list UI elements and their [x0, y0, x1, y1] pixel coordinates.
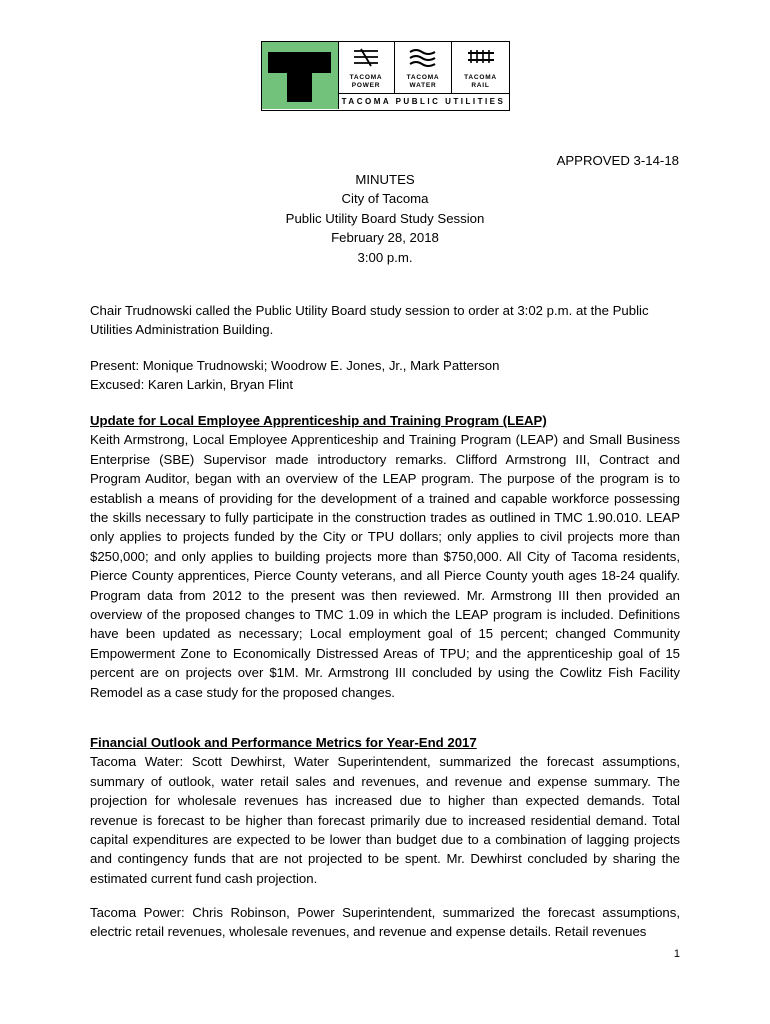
- logo-rail-line2: RAIL: [471, 82, 490, 89]
- section-leap: [90, 411, 680, 702]
- excused-line: Excused: Karen Larkin, Bryan Flint: [90, 377, 294, 393]
- power-lines-icon: [351, 48, 381, 70]
- intro-paragraph: Chair Trudnowski called the Public Utility Board study session to order at 3:02 p.m. at the Public Utilities Administration Building.: [90, 303, 649, 338]
- t-letter-icon: [262, 42, 337, 109]
- section-heading-financial: Financial Outlook and Performance Metrics for Year-End 2017: [90, 735, 477, 750]
- minutes-header: [0, 170, 770, 267]
- logo-bottom-text: TACOMA PUBLIC UTILITIES: [338, 93, 509, 110]
- present-line: Present: Monique Trudnowski; Woodrow E. Jones, Jr., Mark Patterson: [90, 358, 500, 373]
- logo-cell-water: [395, 42, 452, 93]
- logo-cell-power: [338, 42, 395, 93]
- rail-tracks-icon: [466, 48, 496, 70]
- logo-t-mark: [262, 42, 339, 109]
- header-time: 3:00 p.m.: [357, 249, 413, 265]
- attendance: [90, 356, 680, 395]
- header-board: Public Utility Board Study Session: [285, 210, 485, 226]
- section-body-water: Tacoma Water: Scott Dewhirst, Water Superintendent, summarized the forecast assumptions, summary of outlook, water retail sales and revenues, and revenue and expense summary. The projection for wholesale revenues has increased due to higher than expected demands. Total revenue is forecast to be higher than forecast primarily due to increased residential demand. Total capital expenditures are expected to be lower than budget due to a combination of lagging projects and contingency funds that are not projected to be spent. Mr. Dewhirst concluded by sharing the estimated current fund cash projection.: [90, 754, 680, 886]
- header-title: MINUTES: [355, 172, 415, 187]
- logo-power-line2: POWER: [351, 82, 381, 89]
- paragraph-power: Tacoma Power: Chris Robinson, Power Superintendent, summarized the forecast assumptions, electric retail revenues, wholesale revenues, and revenue and expense details. Retail revenues: [90, 905, 680, 940]
- section-heading-leap: Update for Local Employee Apprenticeship and Training Program (LEAP): [90, 413, 547, 428]
- header-date: February 28, 2018: [331, 230, 439, 246]
- logo-power-line1: TACOMA: [349, 74, 383, 81]
- tacoma-public-utilities-logo: [261, 41, 510, 111]
- section-financial: [90, 733, 680, 888]
- logo-cell-rail: [452, 42, 509, 93]
- page-number: 1: [673, 948, 680, 960]
- section-body-leap: Keith Armstrong, Local Employee Apprenticeship and Training Program (LEAP) and Small Business Enterprise (SBE) Supervisor made introductory remarks. Clifford Armstrong III, Contract and Program Auditor, began with an overview of the LEAP program. The purpose of the program is to establish a means of providing for the development of a trained and capable workforce possessing the skills necessary to fully participate in the construction trades as outlined in TMC 1.90.010. LEAP only applies to projects funded by the City or TPU dollars; only applies to civil projects more than $250,000; and only applies to building projects more than $750,000. All City of Tacoma residents, Pierce County apprentices, Pierce County veterans, and all Pierce County youth ages 18-24 qualify. Program data from 2012 to the present was then reviewed. Mr. Armstrong III then provided an overview of the proposed changes to TMC 1.09 in which the LEAP program is included. Definitions have been updated as necessary; Local employment goal of 15 percent; changed Community Empowerment Zone to Economically Distressed Areas of TPU; and the apprenticeship goal of 15 percent are on projects over $1M. Mr. Armstrong III concluded by using the Cowlitz Fish Facility Remodel as a case study for the proposed changes.: [90, 432, 680, 700]
- logo-rail-line1: TACOMA: [464, 74, 497, 81]
- header-city: City of Tacoma: [341, 191, 429, 207]
- logo-water-line1: TACOMA: [406, 74, 440, 81]
- logo-water-line2: WATER: [409, 82, 437, 89]
- water-waves-icon: [408, 48, 438, 70]
- approved-date: APPROVED 3-14-18: [556, 153, 679, 168]
